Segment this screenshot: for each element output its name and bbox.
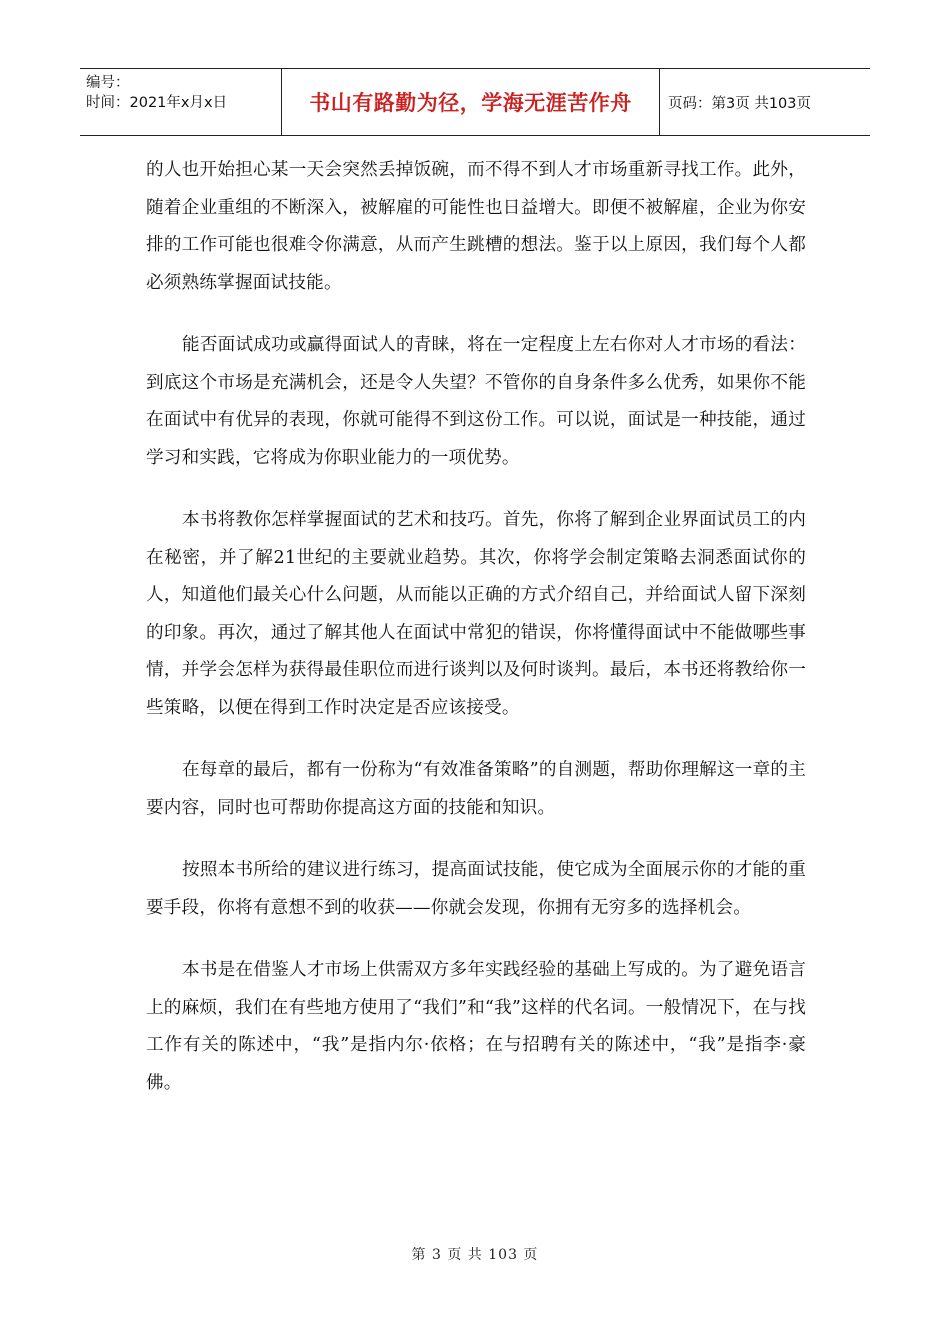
header-page-info: 页码：第3页 共103页: [668, 95, 812, 112]
paragraph: 本书是在借鉴人才市场上供需双方多年实践经验的基础上写成的。为了避免语言上的麻烦，我们在有些地方使用了“我们”和“我”这样的代名词。一般情况下，在与找工作有关的陈述中，“我”是指内尔·依格；在与招聘有关的陈述中，“我”是指李·豪佛。: [146, 960, 806, 1093]
header-motto: 书山有路勤为径，学海无涯苦作舟: [282, 69, 660, 135]
document-header: [80, 68, 870, 136]
page-footer: 第 3 页 共 103 页: [411, 1247, 539, 1263]
header-meta: [80, 69, 282, 135]
paragraph: 的人也开始担心某一天会突然丢掉饭碗，而不得不到人才市场重新寻找工作。此外，随着企业重组的不断深入，被解雇的可能性也日益增大。即便不被解雇，企业为你安排的工作可能也很难令你满意，从而产生跳槽的想法。鉴于以上原因，我们每个人都必须熟练掌握面试技能。: [146, 160, 806, 293]
paragraph: 在每章的最后，都有一份称为“有效准备策略”的自测题，帮助你理解这一章的主要内容，同时也可帮助你提高这方面的技能和知识。: [146, 760, 806, 818]
code-label: 编号：: [86, 75, 130, 91]
paragraph: 能否面试成功或赢得面试人的青睐，将在一定程度上左右你对人才市场的看法：到底这个市场是充满机会，还是令人失望？不管你的自身条件多么优秀，如果你不能在面试中有优异的表现，你就可能得不到这份工作。可以说，面试是一种技能，通过学习和实践，它将成为你职业能力的一项优势。: [146, 335, 806, 468]
document-body: [146, 152, 806, 1127]
paragraph: 按照本书所给的建议进行练习，提高面试技能，使它成为全面展示你的才能的重要手段，你将有意想不到的收获——你就会发现，你拥有无穷多的选择机会。: [146, 860, 806, 918]
time-label: 时间：2021年x月x日: [86, 95, 228, 111]
paragraph: 本书将教你怎样掌握面试的艺术和技巧。首先，你将了解到企业界面试员工的内在秘密，并了解21世纪的主要就业趋势。其次，你将学会制定策略去洞悉面试你的人，知道他们最关心什么问题，从而能以正确的方式介绍自己，并给面试人留下深刻的印象。再次，通过了解其他人在面试中常犯的错误，你将懂得面试中不能做哪些事情，并学会怎样为获得最佳职位而进行谈判以及何时谈判。最后，本书还将教给你一些策略，以便在得到工作时决定是否应该接受。: [146, 510, 806, 718]
